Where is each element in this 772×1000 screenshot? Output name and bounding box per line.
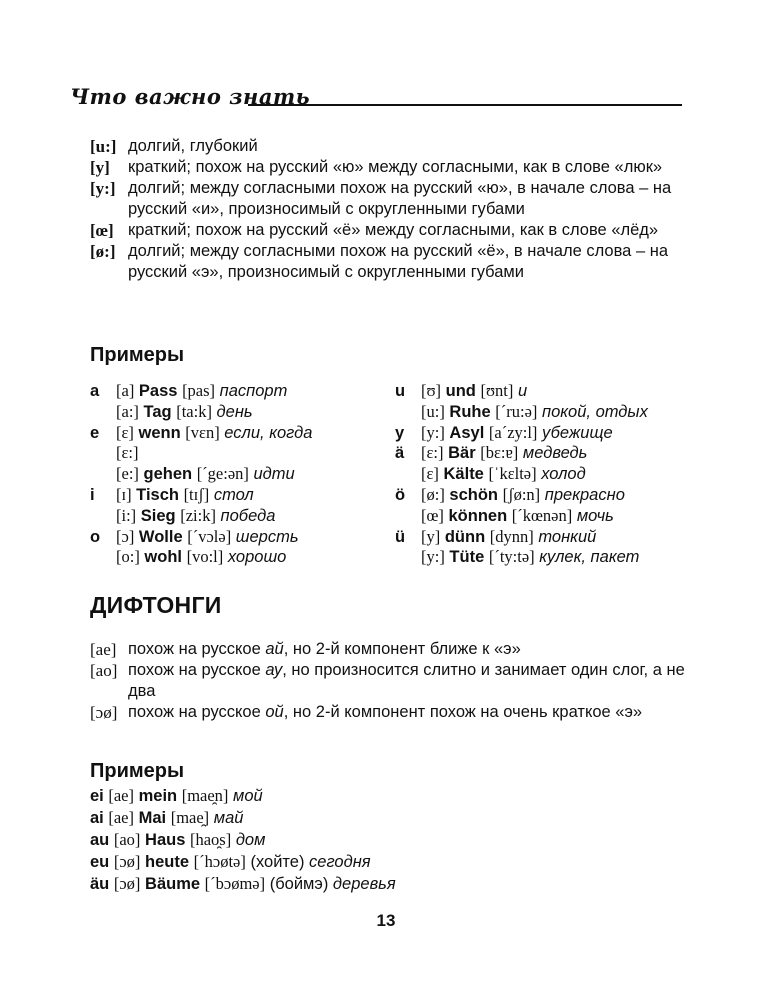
example-translation: день xyxy=(216,402,253,421)
example-row xyxy=(90,527,390,548)
example-word: Wolle xyxy=(138,527,183,546)
example-ipa: [ɛ:] xyxy=(421,443,444,463)
phoneme-symbol: [ø:] xyxy=(90,242,116,261)
description-end: , но произносится слитно и занимает один слог, а не два xyxy=(128,661,685,700)
example-letter: ai xyxy=(90,809,104,827)
header-rule xyxy=(248,104,682,106)
definition-row xyxy=(90,136,690,157)
example-word: und xyxy=(445,382,476,400)
example-translation: кулек, пакет xyxy=(539,548,640,567)
example-body xyxy=(421,527,596,548)
example-translation: если, когда xyxy=(224,423,313,442)
phoneme-description: долгий, глубокий xyxy=(128,137,258,155)
example-ipa: [e:] xyxy=(116,464,139,484)
example-ipa: [ʊ] xyxy=(421,381,442,400)
example-letter: äu xyxy=(90,875,110,893)
example-body xyxy=(116,381,287,402)
phoneme-symbol: [œ] xyxy=(90,221,114,240)
example-letter xyxy=(90,464,116,485)
example-translation: сегодня xyxy=(309,853,371,871)
example-row xyxy=(90,423,390,444)
example-transcription: [´ru:ə] xyxy=(495,401,538,421)
example-row xyxy=(90,443,390,464)
phoneme-description: долгий; между согласными похож на русский «ё», в начале слова – на русский «э», произносимый с округленными губами xyxy=(128,242,668,281)
example-letter xyxy=(395,506,421,527)
diphthong-row xyxy=(90,639,690,660)
description-end: , но 2-й компонент ближе к «э» xyxy=(283,640,521,658)
description-start: похож на русское xyxy=(128,640,266,658)
example-body xyxy=(421,381,527,402)
example-word: schön xyxy=(449,485,499,504)
example-transcription: [´ty:tə] xyxy=(488,547,535,567)
example-transcription: [hao̯s] xyxy=(189,830,232,849)
example-transcription: [pas] xyxy=(182,381,216,400)
example-letter: ö xyxy=(395,485,406,504)
example-transcription: [ˈkɛltə] xyxy=(488,464,537,484)
example-ipa: [ø:] xyxy=(421,484,445,504)
example-word: Asyl xyxy=(449,423,485,442)
example-translation: идти xyxy=(253,465,295,484)
example-word: Ruhe xyxy=(449,402,491,421)
example-transcription: [ʃø:n] xyxy=(502,484,541,504)
running-header xyxy=(70,84,682,118)
example-row xyxy=(90,381,390,402)
example-ipa: [y:] xyxy=(421,547,445,567)
diphthong-symbol: [ɔø] xyxy=(90,703,118,722)
example-ipa: [ɛ:] xyxy=(116,443,139,463)
example-transcription: [mae̯] xyxy=(170,808,210,827)
diphthong-symbol: [ae] xyxy=(90,640,117,659)
example-letter xyxy=(395,402,421,423)
example-letter: ei xyxy=(90,787,104,805)
example-ipa: [ɔ] xyxy=(116,526,135,546)
example-letter xyxy=(395,464,421,485)
definition-row xyxy=(90,220,690,241)
example-transcription: [bɛ:ɐ] xyxy=(480,443,519,463)
examples-right-column xyxy=(395,381,695,568)
example-transcription: [´vɔlə] xyxy=(187,526,232,546)
example-row xyxy=(395,402,695,423)
example-letter: a xyxy=(90,382,100,400)
example-translation: медведь xyxy=(522,444,588,463)
example-word: Tisch xyxy=(136,485,179,504)
example-ipa: [a] xyxy=(116,381,135,400)
example-body xyxy=(116,527,299,548)
example-ipa: [ɔø] xyxy=(113,852,141,871)
example-row xyxy=(90,464,390,485)
diphthong-definitions xyxy=(90,639,690,723)
example-row xyxy=(395,423,695,444)
example-word: können xyxy=(448,506,508,525)
example-letter xyxy=(395,547,421,568)
example-ipa: [ae] xyxy=(108,786,134,805)
example-ipa: [ɛ] xyxy=(116,422,134,442)
example-translation: стол xyxy=(213,485,254,504)
example-ipa: [y:] xyxy=(421,422,445,442)
diphthong-row xyxy=(90,702,690,723)
example-word: gehen xyxy=(143,465,193,484)
example-body xyxy=(116,485,254,506)
description-start: похож на русское xyxy=(128,661,266,679)
description-start: похож на русское xyxy=(128,703,266,721)
diphthong-description xyxy=(128,639,690,660)
example-letter: u xyxy=(395,382,406,400)
example-ipa: [ɔø] xyxy=(113,874,141,893)
running-header-title: Что важно знать xyxy=(70,84,311,109)
example-letter: ü xyxy=(395,527,406,546)
diphthong-example-row xyxy=(90,829,690,851)
definition-row xyxy=(90,157,690,178)
example-row xyxy=(90,485,390,506)
example-body xyxy=(421,506,614,527)
example-translation: хорошо xyxy=(227,548,287,567)
example-body xyxy=(116,423,312,444)
diphthong-example-row xyxy=(90,873,690,895)
page-number: 13 xyxy=(376,911,396,930)
example-transcription: [´hɔøtə] xyxy=(193,852,246,871)
example-word: Pass xyxy=(138,382,178,400)
definition-row xyxy=(90,241,690,283)
example-transcription: [zi:k] xyxy=(180,505,216,525)
phoneme-symbol: [y] xyxy=(90,158,110,177)
example-ipa: [ae] xyxy=(108,808,134,827)
example-transcription: [ta:k] xyxy=(176,401,212,421)
example-letter: ä xyxy=(395,444,405,463)
example-translation: тонкий xyxy=(538,527,597,546)
example-transcription: [mae̯n] xyxy=(181,786,229,805)
example-row xyxy=(395,443,695,464)
example-body xyxy=(116,443,139,464)
example-letter: eu xyxy=(90,853,110,871)
example-body xyxy=(116,464,295,485)
example-body xyxy=(116,402,253,423)
example-body xyxy=(421,485,625,506)
examples-left-column xyxy=(90,381,390,568)
example-word: wenn xyxy=(138,423,181,442)
phoneme-description: краткий; похож на русский «ё» между согласными, как в слове «лёд» xyxy=(128,221,659,239)
diphthong-example-row xyxy=(90,785,690,807)
example-ipa: [a:] xyxy=(116,401,139,421)
example-translation: прекрасно xyxy=(544,485,625,504)
example-body xyxy=(421,423,613,444)
example-letter: o xyxy=(90,527,101,546)
example-letter xyxy=(90,506,116,527)
example-transcription: [vo:l] xyxy=(186,547,224,567)
example-ipa: [ao] xyxy=(113,830,141,849)
example-letter xyxy=(90,402,116,423)
example-body xyxy=(421,464,586,485)
example-word: wohl xyxy=(144,548,182,567)
phoneme-description: долгий; между согласными похож на русский «ю», в начале слова – на русский «и», произносимый с округленными губами xyxy=(128,179,672,218)
example-word: Kälte xyxy=(443,465,484,484)
example-word: heute xyxy=(145,853,190,871)
phoneme-symbol: [y:] xyxy=(90,179,116,198)
description-emphasis: ай xyxy=(265,640,284,658)
example-translation: победа xyxy=(220,506,276,525)
example-transcription: [dynn] xyxy=(489,526,534,546)
example-row xyxy=(395,381,695,402)
example-translation: дом xyxy=(235,831,266,849)
phoneme-symbol: [u:] xyxy=(90,137,117,156)
example-transcription: [´ge:ən] xyxy=(196,464,249,484)
example-word: mein xyxy=(138,787,178,805)
example-word: Haus xyxy=(145,831,186,849)
diphthongs-heading: ДИФТОНГИ xyxy=(90,592,222,618)
example-translation: деревья xyxy=(332,875,396,893)
example-russian-reading: (боймэ) xyxy=(269,875,329,893)
example-translation: мой xyxy=(233,787,263,805)
description-emphasis: ау xyxy=(265,661,283,679)
example-translation: покой, отдых xyxy=(542,402,648,421)
diphthong-example-row xyxy=(90,851,690,873)
example-row xyxy=(395,547,695,568)
example-transcription: [vɛn] xyxy=(185,422,220,442)
example-word: dünn xyxy=(444,527,486,546)
example-russian-reading: (хойте) xyxy=(250,853,305,871)
example-body xyxy=(116,506,275,527)
example-word: Bär xyxy=(448,444,476,463)
example-ipa: [o:] xyxy=(116,547,140,567)
example-transcription: [tɪʃ] xyxy=(183,484,210,504)
example-body xyxy=(421,402,648,423)
example-row xyxy=(90,547,390,568)
example-row xyxy=(395,506,695,527)
diphthong-row xyxy=(90,660,690,702)
example-word: Tag xyxy=(143,402,172,421)
example-translation: холод xyxy=(541,465,586,484)
example-ipa: [ɛ] xyxy=(421,464,439,484)
example-body xyxy=(421,443,587,464)
example-ipa: [y] xyxy=(421,526,441,546)
example-translation: паспорт xyxy=(219,382,288,400)
example-body xyxy=(421,547,639,568)
example-translation: и xyxy=(517,382,528,400)
diphthong-examples-heading: Примеры xyxy=(90,760,185,782)
example-translation: убежище xyxy=(542,423,613,442)
description-end: , но 2-й компонент похож на очень краткое «э» xyxy=(283,703,643,721)
example-transcription: [´kœnən] xyxy=(511,505,573,525)
example-ipa: [i:] xyxy=(116,505,137,525)
example-ipa: [œ] xyxy=(421,505,444,525)
example-transcription: [ʊnt] xyxy=(480,381,514,400)
example-transcription: [´bɔømə] xyxy=(204,874,266,893)
example-word: Bäume xyxy=(145,875,201,893)
example-letter xyxy=(90,443,116,464)
diphthong-symbol: [ao] xyxy=(90,661,118,680)
examples-heading: Примеры xyxy=(90,344,185,366)
example-row xyxy=(395,485,695,506)
example-translation: шерсть xyxy=(235,527,299,546)
example-body xyxy=(116,547,286,568)
example-letter: y xyxy=(395,423,405,442)
diphthong-examples xyxy=(90,785,690,895)
example-translation: мочь xyxy=(576,506,614,525)
diphthong-description xyxy=(128,702,690,723)
example-letter: e xyxy=(90,423,100,442)
definition-row xyxy=(90,178,690,220)
phoneme-description: краткий; похож на русский «ю» между согласными, как в слове «люк» xyxy=(128,158,663,176)
example-letter: i xyxy=(90,485,95,504)
example-ipa: [u:] xyxy=(421,401,445,421)
example-word: Sieg xyxy=(140,506,176,525)
diphthong-description xyxy=(128,660,690,702)
example-word: Tüte xyxy=(449,548,485,567)
example-row xyxy=(395,527,695,548)
example-letter xyxy=(90,547,116,568)
diphthong-example-row xyxy=(90,807,690,829)
example-word: Mai xyxy=(138,809,167,827)
example-translation: май xyxy=(213,809,244,827)
example-ipa: [ɪ] xyxy=(116,484,132,504)
description-emphasis: ой xyxy=(265,703,284,721)
example-letter: au xyxy=(90,831,110,849)
example-row xyxy=(90,506,390,527)
vowel-definitions xyxy=(90,136,690,283)
example-row xyxy=(395,464,695,485)
example-row xyxy=(90,402,390,423)
example-transcription: [a´zy:l] xyxy=(488,422,538,442)
